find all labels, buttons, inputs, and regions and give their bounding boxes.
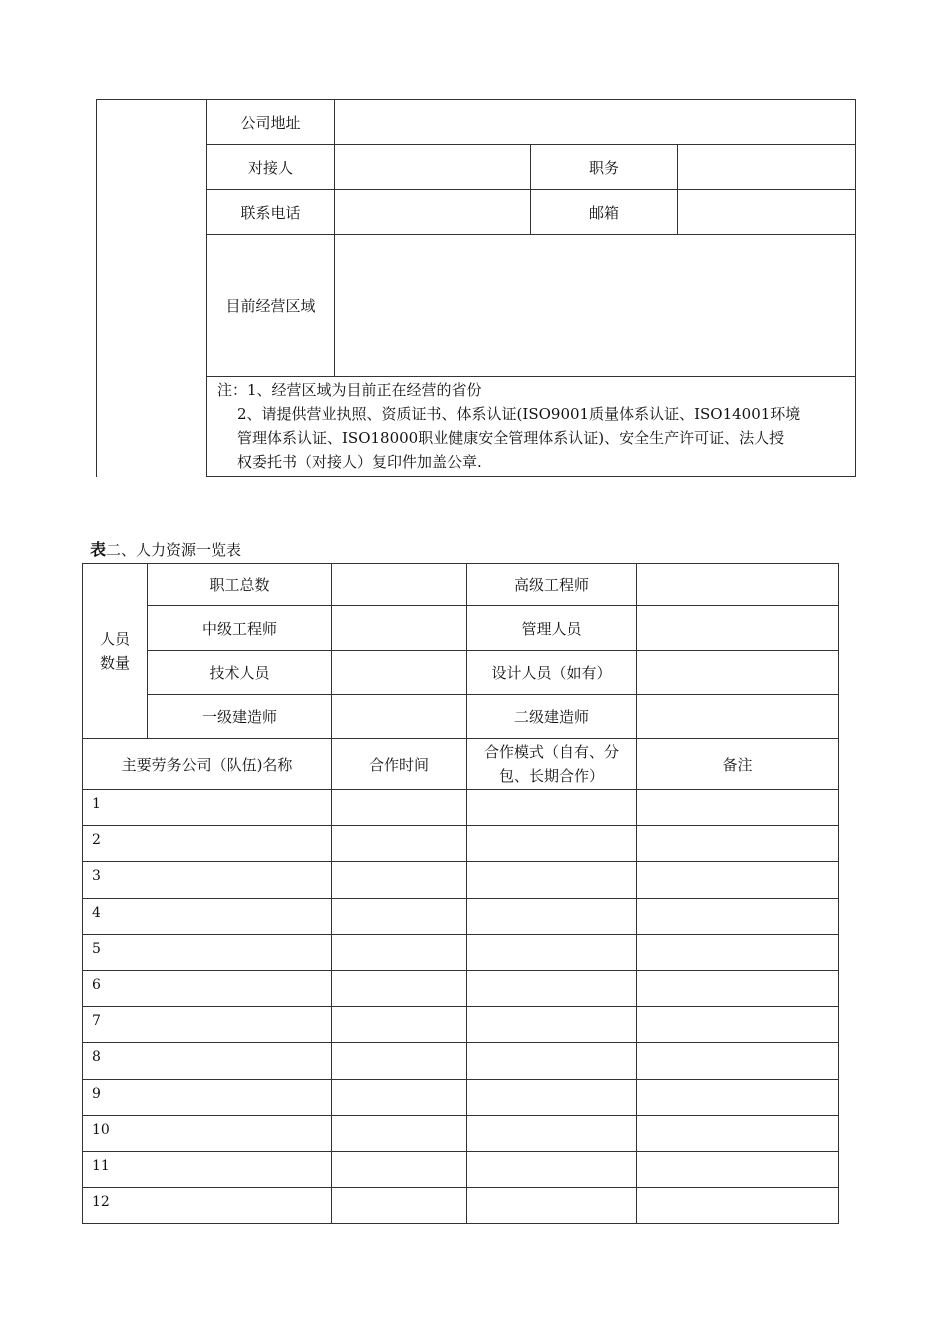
row-company-name-cell[interactable] [83, 1043, 332, 1079]
col-header-cooperation-mode [467, 739, 637, 790]
row-number: 7 [92, 1013, 101, 1030]
row-remarks-cell[interactable] [637, 790, 839, 826]
row-cooperation-mode-cell[interactable] [467, 1043, 637, 1079]
row-cooperation-mode-cell[interactable] [467, 862, 637, 898]
human-resources-table [82, 563, 839, 1224]
management-label: 管理人员 [467, 606, 637, 651]
row-remarks-cell[interactable] [637, 826, 839, 862]
operating-region-label: 目前经营区域 [207, 235, 335, 377]
row-remarks-cell[interactable] [637, 862, 839, 898]
row-company-name-cell[interactable] [83, 898, 332, 934]
row-cooperation-mode-cell[interactable] [467, 790, 637, 826]
design-staff-label: 设计人员（如有） [467, 651, 637, 695]
row-cooperation-time-cell[interactable] [332, 970, 467, 1006]
row-number: 5 [92, 940, 101, 957]
row-cooperation-mode-cell[interactable] [467, 970, 637, 1006]
row-company-name-cell[interactable] [83, 1007, 332, 1043]
row-number: 9 [92, 1085, 101, 1102]
row-cooperation-time-cell[interactable] [332, 1188, 467, 1224]
table-row [83, 790, 839, 826]
row-remarks-cell[interactable] [637, 934, 839, 970]
contact-person-field[interactable] [335, 145, 531, 190]
mid-engineer-label: 中级工程师 [148, 606, 332, 651]
senior-engineer-label: 高级工程师 [467, 564, 637, 606]
table-row [83, 1115, 839, 1151]
row-cooperation-time-cell[interactable] [332, 826, 467, 862]
table-row [83, 1043, 839, 1079]
row-number: 4 [92, 904, 101, 921]
row-company-name-cell[interactable] [83, 790, 332, 826]
row-cooperation-time-cell[interactable] [332, 1079, 467, 1115]
table-row [83, 1188, 839, 1224]
table-row [83, 1007, 839, 1043]
senior-engineer-field[interactable] [637, 564, 839, 606]
row-cooperation-time-cell[interactable] [332, 1043, 467, 1079]
row-cooperation-mode-cell[interactable] [467, 1079, 637, 1115]
row-company-name-cell[interactable] [83, 970, 332, 1006]
row-cooperation-time-cell[interactable] [332, 1115, 467, 1151]
company-address-label: 公司地址 [207, 100, 335, 145]
row-company-name-cell[interactable] [83, 1115, 332, 1151]
row-number: 11 [92, 1157, 110, 1174]
row-number: 2 [92, 832, 101, 849]
management-field[interactable] [637, 606, 839, 651]
row-cooperation-mode-cell[interactable] [467, 1115, 637, 1151]
company-address-field[interactable] [335, 100, 856, 145]
row-cooperation-mode-cell[interactable] [467, 898, 637, 934]
row-cooperation-mode-cell[interactable] [467, 1007, 637, 1043]
note-line-4: 权委托书（对接人）复印件加盖公章. [237, 453, 482, 471]
col-header-cooperation-time: 合作时间 [332, 739, 467, 790]
table-row [83, 1079, 839, 1115]
table-row [83, 898, 839, 934]
tech-staff-label: 技术人员 [148, 651, 332, 695]
row-remarks-cell[interactable] [637, 970, 839, 1006]
table-row [83, 826, 839, 862]
note-line-3: 管理体系认证、ISO18000职业健康安全管理体系认证)、安全生产许可证、法人授 [237, 429, 785, 447]
row-cooperation-mode-cell[interactable] [467, 826, 637, 862]
contact-person-label: 对接人 [207, 145, 335, 190]
position-label: 职务 [531, 145, 678, 190]
phone-field[interactable] [335, 190, 531, 235]
table-row [83, 934, 839, 970]
email-label: 邮箱 [531, 190, 678, 235]
row-company-name-cell[interactable] [83, 1079, 332, 1115]
second-class-builder-field[interactable] [637, 695, 839, 739]
position-field[interactable] [678, 145, 856, 190]
row-remarks-cell[interactable] [637, 1079, 839, 1115]
row-remarks-cell[interactable] [637, 1115, 839, 1151]
row-company-name-cell[interactable] [83, 826, 332, 862]
row-cooperation-mode-cell[interactable] [467, 1188, 637, 1224]
row-cooperation-time-cell[interactable] [332, 1151, 467, 1187]
row-cooperation-mode-cell[interactable] [467, 1151, 637, 1187]
email-field[interactable] [678, 190, 856, 235]
row-number: 12 [92, 1194, 110, 1211]
row-company-name-cell[interactable] [83, 934, 332, 970]
row-number: 1 [92, 796, 101, 812]
row-company-name-cell[interactable] [83, 1151, 332, 1187]
total-staff-label: 职工总数 [148, 564, 332, 606]
row-number: 8 [92, 1049, 101, 1066]
table-row [83, 1151, 839, 1187]
second-class-builder-label: 二级建造师 [467, 695, 637, 739]
row-number: 3 [92, 868, 101, 885]
row-company-name-cell[interactable] [83, 1188, 332, 1224]
row-number: 10 [92, 1121, 110, 1138]
row-cooperation-time-cell[interactable] [332, 898, 467, 934]
mid-engineer-field[interactable] [332, 606, 467, 651]
table-caption [90, 539, 241, 561]
row-remarks-cell[interactable] [637, 1043, 839, 1079]
table-row [83, 970, 839, 1006]
row-company-name-cell[interactable] [83, 862, 332, 898]
col-header-cooperation-mode-line1: 合作模式（自有、分 [483, 743, 619, 761]
note-cell [207, 377, 856, 477]
design-staff-field[interactable] [637, 651, 839, 695]
total-staff-field[interactable] [332, 564, 467, 606]
row-number: 6 [92, 976, 101, 993]
tech-staff-field[interactable] [332, 651, 467, 695]
row-remarks-cell[interactable] [637, 1007, 839, 1043]
phone-label: 联系电话 [207, 190, 335, 235]
caption-text: 二、人力资源一览表 [106, 541, 242, 559]
col-header-remarks: 备注 [637, 739, 839, 790]
staff-count-label-line1: 人员 [99, 630, 130, 648]
operating-region-field[interactable] [335, 235, 856, 377]
table-row [83, 862, 839, 898]
row-cooperation-time-cell[interactable] [332, 862, 467, 898]
staff-count-label [83, 564, 148, 739]
row-remarks-cell[interactable] [637, 898, 839, 934]
row-cooperation-time-cell[interactable] [332, 790, 467, 826]
row-cooperation-time-cell[interactable] [332, 934, 467, 970]
row-remarks-cell[interactable] [637, 1151, 839, 1187]
col-header-company-name: 主要劳务公司（队伍)名称 [83, 739, 332, 790]
note-line-1: 注：1、经营区域为目前正在经营的省份 [217, 381, 482, 399]
col-header-cooperation-mode-line2: 包、长期合作） [498, 767, 604, 785]
caption-prefix: 表 [90, 540, 107, 559]
first-class-builder-field[interactable] [332, 695, 467, 739]
company-info-table [96, 99, 856, 477]
row-cooperation-mode-cell[interactable] [467, 934, 637, 970]
row-cooperation-time-cell[interactable] [332, 1007, 467, 1043]
first-class-builder-label: 一级建造师 [148, 695, 332, 739]
note-line-2: 2、请提供营业执照、资质证书、体系认证(ISO9001质量体系认证、ISO14001环境 [237, 405, 801, 423]
left-spanning-cell [97, 100, 207, 477]
row-remarks-cell[interactable] [637, 1188, 839, 1224]
labor-company-rows [83, 790, 839, 1224]
staff-count-label-line2: 数量 [99, 654, 130, 672]
